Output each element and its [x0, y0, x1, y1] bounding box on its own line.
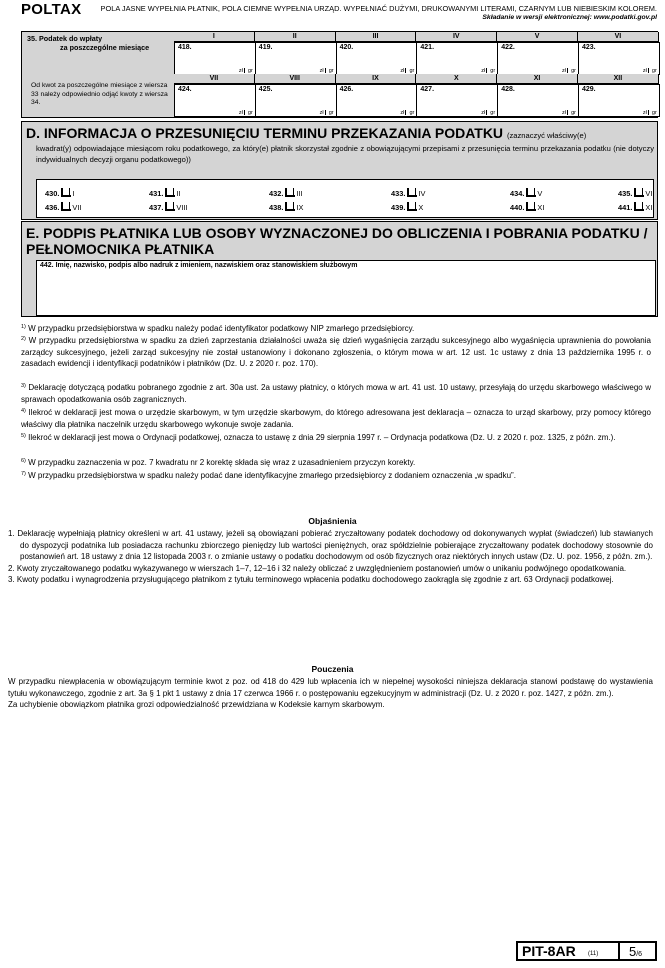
checkbox[interactable] [165, 202, 174, 211]
checkbox-label: III [296, 189, 303, 198]
explanations-heading: Objaśnienia [308, 516, 357, 526]
tax-amount-field[interactable] [174, 84, 256, 117]
month-checkbox-area [36, 179, 654, 218]
month-column-header: II [255, 32, 336, 42]
instructions-heading: Pouczenia [311, 664, 354, 674]
month-column-header: XII [578, 74, 659, 84]
month-checkbox-option[interactable] [45, 188, 74, 198]
tax-amount-field[interactable] [497, 42, 579, 75]
decimal-separator [244, 110, 245, 115]
month-checkbox-option[interactable] [391, 188, 425, 198]
decimal-separator [567, 68, 568, 73]
section-35-title: 35. Podatek do wpłaty [27, 34, 103, 43]
currency-zl-label: zł [400, 68, 405, 74]
decimal-separator [486, 110, 487, 115]
footnote-text: W przypadku przedsiębiorstwa w spadku za dzień zaprzestania działalności uważa się dzień wygaśnięcia zarządu sukcesyjnego albo wygaśnięcia uprawnienia do powołania zarządcy sukcesyjnego, jeżeli zarząd sukcesyjny nie został ustanowiony i dokonano zgłoszenia, o którym mowa w art. 12 ust. 1c ustawy z dnia 13 października 1995 r. o zasadach ewidencji i identyfikacji podatników i płatników (Dz. U. z 2020 r. poz. 170). [21, 336, 651, 368]
page-number [629, 944, 642, 959]
currency-gr-label: gr [409, 68, 415, 74]
month-column-header: VI [578, 32, 659, 42]
field-number: 422. [501, 44, 515, 51]
page-current: 5 [629, 944, 637, 959]
signature-field[interactable] [36, 260, 656, 316]
section-35-subtitle: za poszczególne miesiące [60, 43, 150, 52]
footnote-mark: 4) [21, 408, 26, 414]
explanations-list [8, 528, 653, 586]
field-number: 423. [582, 44, 596, 51]
checkbox-number: 431. [149, 189, 164, 198]
tax-amount-field[interactable] [255, 42, 337, 75]
currency-zl-label: zł [400, 110, 405, 116]
checkbox-number: 430. [45, 189, 60, 198]
field-number: 425. [258, 86, 273, 93]
section-e-title: E. PODPIS PŁATNIKA LUB OSOBY WYZNACZONEJ DO OBLICZENIA I POBRANIA PODATKU / PEŁNOMOCNIKA PŁATNIKA [26, 225, 648, 257]
currency-gr-label: gr [409, 110, 415, 116]
footnote-mark: 3) [21, 383, 26, 389]
currency-zl-label: zł [319, 110, 324, 116]
instructions-paragraph-2: Za uchybienie obowiązkom płatnika grozi odpowiedzialność przewidziana w Kodeksie karnym skarbowym. [8, 700, 385, 709]
month-column-header: IV [416, 32, 497, 42]
checkbox-number: 435. [618, 189, 633, 198]
section-35-monthly-tax [21, 31, 658, 118]
decimal-separator [486, 68, 487, 73]
footnote [21, 334, 651, 370]
month-checkbox-option[interactable] [618, 202, 654, 212]
month-column-header: VII [174, 74, 255, 84]
checkbox-label: IX [296, 203, 304, 212]
currency-zl-label: zł [562, 110, 566, 116]
footnote-mark: 2) [21, 336, 26, 342]
month-checkbox-option[interactable] [510, 188, 542, 198]
section-35-note: Od kwot za poszczególne miesiące z wiersza 33 należy odpowiednio odjąć kwoty z wiersza 34. [31, 82, 168, 106]
checkbox-label: II [176, 189, 181, 198]
month-checkbox-option[interactable] [510, 202, 544, 212]
currency-gr-label: gr [571, 68, 576, 74]
currency-gr-label: gr [247, 110, 253, 116]
month-column-header: XI [497, 74, 578, 84]
month-column-header: I [174, 32, 255, 42]
checkbox-label: VI [645, 189, 653, 198]
section-d-description: kwadrat(y) odpowiadające miesiącom roku podatkowego, za który(e) płatnik skorzystał zgodnie z obowiązującymi przepisami z przesunięcia terminu przekazania podatku (nie dotyczy indywidualnych decyzji organu podatkowego)) [36, 144, 654, 164]
footnote [21, 456, 651, 469]
checkbox-label: XI [537, 203, 545, 212]
month-checkbox-option[interactable] [149, 202, 187, 212]
currency-gr-label: gr [328, 68, 334, 74]
month-checkbox-option[interactable] [45, 202, 81, 212]
currency-zl-label: zł [238, 110, 243, 116]
tax-amount-field[interactable] [255, 84, 337, 117]
explanation-item: 1. Deklarację wypełniają płatnicy określeni w art. 41 ustawy, jeżeli są obowiązani pobierać zryczałtowany podatek dochodowy od dokonywanych wypłat (świadczeń) lub stawianych do dyspozycji podatnika lub posiadacza rachunku zbiorczego pieniędzy lub wartości pieniężnych, oraz spółdzielnie pobierające zryczałtowany podatek dochodowy stosownie do postanowień art. 18 ustawy z dnia 12 listopada 2003 r. o zmianie ustawy o podatku dochodowym od osób fizycznych oraz niektórych innych ustaw (Dz. U. poz. 1956, z późn. zm.). [8, 529, 653, 561]
checkbox-number: 434. [510, 189, 525, 198]
checkbox[interactable] [407, 202, 416, 211]
field-number: 424. [178, 86, 192, 93]
currency-zl-label: zł [481, 68, 486, 74]
form-code: PIT-8AR [522, 943, 576, 959]
field-number: 418. [178, 44, 192, 51]
checkbox[interactable] [285, 188, 294, 197]
month-checkbox-option[interactable] [391, 202, 423, 212]
field-number: 428. [501, 86, 515, 93]
field-number: 429. [582, 86, 596, 93]
currency-gr-label: gr [490, 68, 496, 74]
tax-amount-field[interactable] [416, 42, 498, 75]
checkbox[interactable] [526, 188, 535, 197]
page-total: /6 [636, 951, 643, 958]
checkbox-label: VII [72, 203, 82, 212]
signature-field-label: 442. Imię, nazwisko, podpis albo nadruk z imieniem, nazwiskiem oraz stanowiskiem służbowym [40, 262, 358, 269]
tax-amount-field[interactable] [497, 84, 579, 117]
footnote [21, 406, 651, 430]
explanation-item: 2. Kwoty zryczałtowanego podatku wykazywanego w wierszach 1–7, 12–16 i 32 należy obliczać z uwzględnieniem postanowień umów o unikaniu podwójnego opodatkowania. [8, 563, 627, 573]
explanation-item: 3. Kwoty podatku i wynagrodzenia przysługującego płatnikom z tytułu terminowego wpłacenia podatku dochodowego zaokrągla się zgodnie z art. 63 Ordynacji podatkowej. [8, 575, 614, 584]
checkbox-number: 440. [510, 203, 525, 212]
field-number: 420. [339, 44, 354, 51]
field-number: 426. [339, 86, 354, 93]
footnote [21, 381, 651, 405]
footnote-text: Ilekroć w deklaracji jest mowa o Ordynacji podatkowej, oznacza to ustawę z dnia 29 sierpnia 1997 r. – Ordynacja podatkowa (Dz. U. z 2020 r. poz. 1325, z późn. zm.). [28, 433, 616, 442]
footnote [21, 431, 651, 444]
tax-amount-field[interactable] [174, 42, 256, 75]
checkbox-number: 441. [618, 203, 633, 212]
checkbox-number: 437. [149, 203, 164, 212]
month-column-header: III [336, 32, 417, 42]
tax-amount-field[interactable] [336, 42, 418, 75]
checkbox-label: V [537, 189, 543, 198]
currency-gr-label: gr [651, 68, 657, 74]
electronic-filing-note: Składanie w wersji elektronicznej: www.podatki.gov.pl [482, 14, 657, 21]
checkbox[interactable] [407, 188, 416, 197]
section-d-heading-note: (zaznaczyć właściwy(e) [506, 131, 587, 140]
checkbox-label: I [72, 189, 75, 198]
footnote-mark: 5) [21, 433, 26, 439]
currency-zl-label: zł [238, 68, 243, 74]
currency-gr-label: gr [571, 110, 576, 116]
currency-zl-label: zł [642, 110, 647, 116]
currency-zl-label: zł [642, 68, 647, 74]
footnote-text: Ilekroć w deklaracji jest mowa o urzędzie skarbowym, w tym urzędzie skarbowym, do którego adresowana jest deklaracja – oznacza to urząd skarbowy, przy pomocy którego właściwy dla płatnika naczelnik urzędu skarbowego wykonuje swoje zadania. [21, 408, 651, 429]
decimal-separator [325, 68, 326, 73]
month-column-header: IX [336, 74, 417, 84]
tax-amount-field[interactable] [578, 84, 660, 117]
month-column-header: V [497, 32, 578, 42]
month-checkbox-option[interactable] [618, 188, 652, 198]
footnote-mark: 6) [21, 458, 26, 464]
checkbox-number: 438. [269, 203, 284, 212]
form-footer [516, 941, 657, 961]
checkbox-label: VIII [176, 203, 188, 212]
currency-gr-label: gr [651, 110, 657, 116]
field-number: 419. [258, 44, 273, 51]
currency-gr-label: gr [247, 68, 253, 74]
footnote-text: W przypadku przedsiębiorstwa w spadku należy podać dane identyfikacyjne zmarłego przedsiębiorcy z dodaniem oznaczenia „w spadku”. [28, 471, 516, 480]
form-version: (11) [588, 951, 599, 957]
section-d-title [26, 125, 586, 141]
checkbox-label: XII [645, 203, 655, 212]
instructions-paragraph-1: W przypadku niewpłacenia w obowiązującym terminie kwot z poz. od 418 do 429 lub wpłacenia ich w niepełnej wysokości niniejsza deklaracja stanowi podstawę do wystawienia tytułu wykonawczego, zgodnie z art. 3a § 1 pkt 1 ustawy z dnia 17 czerwca 1966 r. o postępowaniu egzekucyjnym w administracji (Dz. U. z 2020 r. poz. 1427, z późn. zm.). [8, 677, 653, 698]
checkbox[interactable] [61, 202, 70, 211]
field-number: 421. [420, 44, 435, 51]
footnote-text: Deklarację dotyczącą podatku pobranego zgodnie z art. 30a ust. 2a ustawy płatnicy, o których mowa w art. 41 ust. 10 ustawy, przesyłają do urzędu skarbowego właściwego w sprawach opodatkowania osób zagranicznych. [21, 383, 651, 404]
footnote [21, 469, 651, 482]
decimal-separator [244, 68, 245, 73]
currency-zl-label: zł [562, 68, 566, 74]
tax-amount-field[interactable] [578, 42, 660, 75]
decimal-separator [325, 110, 326, 115]
currency-zl-label: zł [319, 68, 324, 74]
checkbox-number: 432. [269, 189, 284, 198]
month-checkbox-option[interactable] [269, 188, 303, 198]
fill-instruction: POLA JASNE WYPEŁNIA PŁATNIK, POLA CIEMNE WYPEŁNIA URZĄD. WYPEŁNIAĆ DUŻYMI, DRUKOWANYMI LITERAMI, CZARNYM LUB NIEBIESKIM KOLOREM. [100, 4, 657, 13]
checkbox-number: 436. [45, 203, 60, 212]
footnote [21, 322, 651, 335]
tax-amount-field[interactable] [336, 84, 418, 117]
month-column-header: VIII [255, 74, 336, 84]
section-e [21, 221, 658, 317]
checkbox[interactable] [165, 188, 174, 197]
decimal-separator [648, 68, 649, 73]
decimal-separator [648, 110, 649, 115]
checkbox[interactable] [634, 202, 643, 211]
footnote-mark: 1) [21, 324, 26, 330]
checkbox[interactable] [526, 202, 535, 211]
checkbox[interactable] [285, 202, 294, 211]
checkbox[interactable] [61, 188, 70, 197]
page-header [0, 0, 665, 30]
decimal-separator [405, 110, 406, 115]
footer-divider [618, 943, 620, 959]
section-d-heading: D. INFORMACJA O PRZESUNIĘCIU TERMINU PRZEKAZANIA PODATKU [26, 125, 504, 141]
instructions-text [8, 676, 653, 711]
checkbox-label: IV [418, 189, 426, 198]
section-d [21, 121, 658, 220]
tax-amount-field[interactable] [416, 84, 498, 117]
month-column-header: X [416, 74, 497, 84]
month-checkbox-option[interactable] [149, 188, 181, 198]
checkbox-number: 433. [391, 189, 406, 198]
currency-gr-label: gr [490, 110, 496, 116]
checkbox-label: X [418, 203, 424, 212]
month-checkbox-option[interactable] [269, 202, 303, 212]
brand-logo: POLTAX [21, 1, 82, 18]
checkbox-number: 439. [391, 203, 406, 212]
decimal-separator [405, 68, 406, 73]
footnote-text: W przypadku zaznaczenia w poz. 7 kwadratu nr 2 korektę składa się wraz z uzasadnieniem przyczyn korekty. [28, 458, 416, 467]
decimal-separator [567, 110, 568, 115]
currency-gr-label: gr [328, 110, 334, 116]
field-number: 427. [420, 86, 435, 93]
footnote-mark: 7) [21, 471, 26, 477]
footnote-text: W przypadku przedsiębiorstwa w spadku należy podać identyfikator podatkowy NIP zmarłego przedsiębiorcy. [28, 324, 415, 333]
currency-zl-label: zł [481, 110, 486, 116]
checkbox[interactable] [634, 188, 643, 197]
